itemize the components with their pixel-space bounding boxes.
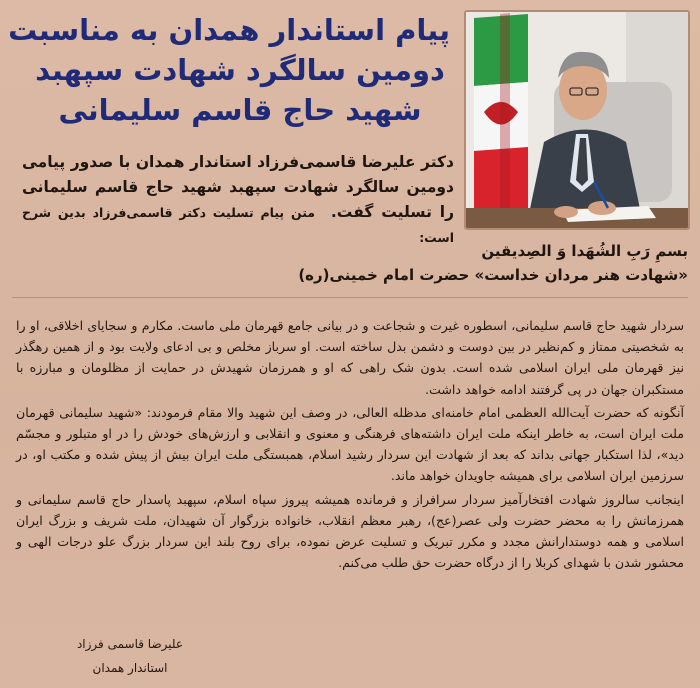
lead-paragraph (22, 150, 454, 250)
lead-subtext: متن پیام تسلیت دکتر قاسمی‌فرزاد بدین شرح است: (22, 205, 454, 245)
section-divider (12, 297, 688, 298)
body-paragraph-1: سردار شهید حاج قاسم سلیمانی، اسطوره غیرت و شجاعت و در بیانی جامع قهرمان ملی ماست. مکارم و سجایای اخلاقی، او را به شخصیتی ممتاز و کم‌نظیر در بین دوست و دشمن بدل ساخته است. او سرباز مخلص و بی ادعای ولایت بود و از همین رهگذر نیز قهرمان ملی ایران اسلامی شده است. بدون شک راهی که او و همرزمان شهیدش در حمایت از مظلومان و مبارزه با مستکبران جهان در پی گرفتند ادامه خواهد داشت. (16, 318, 684, 397)
signature-name: علیرضا قاسمی فرزاد (76, 637, 184, 651)
governor-photo-illustration (466, 12, 688, 228)
bismillah-line: بسمِ رَبِ الشُهَدا وَ الصِدیقین (481, 242, 688, 260)
title-line-3: شهید حاج قاسم سلیمانی (58, 93, 422, 127)
body-paragraph-3: اینجانب سالروز شهادت افتخارآمیز سردار سرافراز و فرمانده همیشه پیروز سپاه اسلام، سپهبد پاسدار حاج قاسم سلیمانی و همرزمانش را به محضر حضرت ولی عصر(عج)، رهبر معظم انقلاب، خانواده بزرگوار آن شهیدان، ملت شریف و بزرگ ایران اسلامی و همه دوستدارانش مجدد و مکرر تبریک و تسلیت عرض نموده، برای روح بلند این سردار بزرگ علو درجات الهی و محشور شدن با شهدای کربلا را از درگاه حضرت حق طلب می‌کنم. (16, 491, 684, 571)
title-line-2: دومین سالگرد شهادت سپهبد (35, 53, 445, 87)
page-title (8, 10, 450, 130)
signature-role: استاندار همدان (92, 661, 168, 675)
lead-text: دکتر علیرضا قاسمی‌فرزاد استاندار همدان با صدور پیامی دومین سالگرد شهادت سپهبد شهید حاج قاسم سلیمانی را تسلیت گفت. (22, 153, 454, 221)
title-line-1: پیام استاندار همدان به مناسبت (8, 13, 450, 47)
message-body (16, 315, 684, 575)
iran-flag-icon (474, 13, 528, 228)
body-paragraph-2: آنگونه که حضرت آیت‌الله العظمی امام خامنه‌ای مدظله العالی، در وصف این شهید والا مقام فرمودند: «شهید سلیمانی قهرمان ملت ایران است، به خاطر اینکه ملت ایران داشته‌های فرهنگی و معنوی و انقلابی و ارزش‌های خودش را در او متبلور و مجسّم دید»، لذا استکبار جهانی بداند که بعد از شهادت این سردار رشید اسلام، همبستگی ملت ایران بیش از پیش شده و مکتب او، در سرزمین ایران اسلامی برای همیشه جاویدان خواهد ماند. (16, 404, 684, 484)
governor-photo (464, 10, 690, 230)
quote-line: «شهادت هنر مردان خداست» حضرت امام خمینی(ره) (298, 266, 688, 284)
signature-block (60, 632, 200, 680)
